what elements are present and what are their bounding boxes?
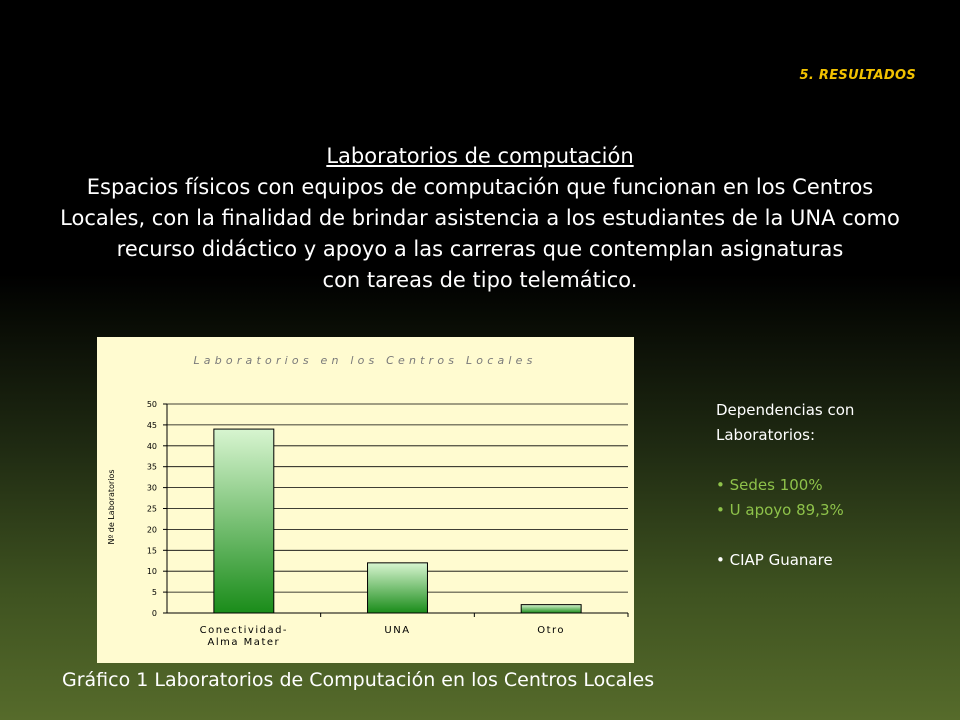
bar	[521, 605, 581, 613]
bar	[368, 563, 428, 613]
intro-text	[30, 141, 930, 296]
side-note-item-label: U apoyo 89,3%	[729, 501, 844, 519]
chart-caption: Gráfico 1 Laboratorios de Computación en los Centros Locales	[62, 669, 655, 691]
x-tick-label: Alma Mater	[207, 637, 281, 648]
y-tick-label: 15	[146, 546, 157, 556]
bar	[214, 429, 274, 613]
side-note-item: • Sedes 100%	[716, 476, 823, 494]
side-note-item: • U apoyo 89,3%	[716, 501, 844, 519]
y-tick-label: 35	[146, 462, 157, 472]
y-tick-label: 10	[146, 567, 157, 577]
intro-line-4: con tareas de tipo telemático.	[322, 268, 638, 292]
side-note-title-1: Dependencias con	[716, 401, 855, 419]
y-tick-label: 40	[146, 441, 157, 451]
intro-line-1: Espacios físicos con equipos de computación que funcionan en los Centros	[86, 175, 874, 199]
side-note-item: • CIAP Guanare	[716, 551, 833, 569]
side-note-item-label: CIAP Guanare	[729, 551, 833, 569]
y-axis-label: Nº de Laboratorios	[107, 469, 116, 545]
bar-chart	[97, 337, 634, 663]
chart-svg	[97, 337, 634, 663]
side-note-title-2: Laboratorios:	[716, 426, 816, 444]
y-tick-label: 0	[151, 609, 157, 618]
intro-heading: Laboratorios de computación	[326, 144, 634, 168]
side-note	[716, 398, 916, 573]
x-tick-label: UNA	[384, 625, 411, 636]
y-tick-label: 20	[146, 525, 157, 535]
y-tick-label: 25	[146, 504, 157, 514]
intro-line-3: recurso didáctico y apoyo a las carreras que contemplan asignaturas	[116, 237, 844, 261]
chart-title: Laboratorios en los Centros Locales	[193, 354, 537, 367]
y-tick-label: 5	[151, 588, 157, 598]
y-tick-label: 30	[146, 483, 157, 493]
x-tick-label: Otro	[537, 625, 566, 636]
y-tick-label: 50	[146, 400, 157, 409]
section-tag: 5. RESULTADOS	[799, 68, 916, 83]
y-tick-label: 45	[146, 420, 157, 430]
intro-line-2: Locales, con la finalidad de brindar asistencia a los estudiantes de la UNA como	[60, 206, 900, 230]
side-note-item-label: Sedes 100%	[729, 476, 823, 494]
x-tick-label: Conectividad-	[199, 625, 289, 636]
